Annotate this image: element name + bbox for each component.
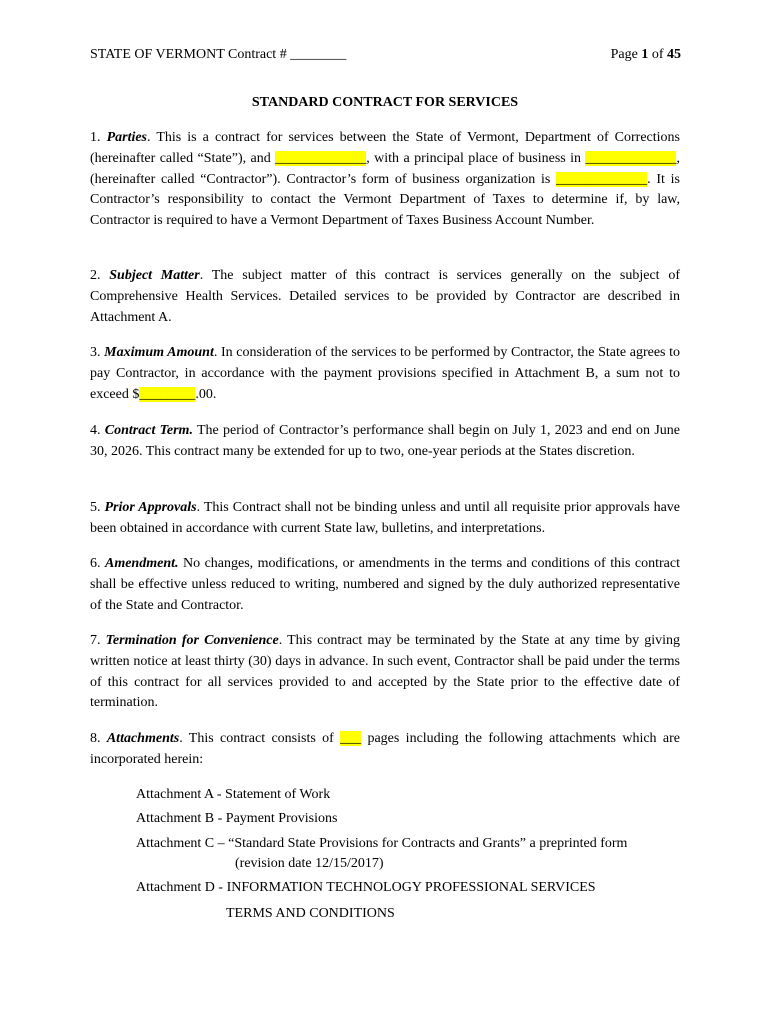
attachment-item: Attachment A - Statement of Work [136,787,331,802]
page-count-field[interactable]: ___ [340,731,362,746]
section-heading: Contract Term. [104,423,193,438]
page-current: 1 [641,47,649,62]
section-termination [90,631,680,714]
section-number: 4. [90,423,105,438]
section-heading: Parties [106,130,148,145]
attachment-item: Attachment D - INFORMATION TECHNOLOGY PROFESSIONAL SERVICES [136,880,596,895]
section-number: 3. [90,345,105,360]
section-text: . The subject matter of this contract is services generally on the subject of Comprehensive Health Services. Detailed services to be provided by Contractor are described in Attachment A. [90,268,680,325]
document-title: STANDARD CONTRACT FOR SERVICES [251,95,519,110]
section-subject-matter [90,266,680,328]
section-prior-approvals [90,498,680,540]
section-text: , (hereinafter called “Contractor”). Contractor’s form of business organization is [90,150,680,187]
attachment-item-continuation: TERMS AND CONDITIONS [226,906,395,921]
section-text: , with a principal place of business in [366,150,586,166]
business-organization-field[interactable]: _____________ [556,171,648,187]
section-text: . This Contract shall not be binding unless and until all requisite prior approvals have been obtained in accordance with current State law, bulletins, and interpretations. [90,500,681,536]
section-text: No changes, modifications, or amendments in the terms and conditions of this contract shall be effective unless reduced to writing, numbered and signed by the duly authorized representative of the State and Contractor. [90,556,680,613]
section-heading: Subject Matter [109,268,200,283]
attachment-item: Attachment C – “Standard State Provisions for Contracts and Grants” a preprinted form [136,836,628,851]
section-attachments [90,729,680,771]
attachment-item-continuation: (revision date 12/15/2017) [235,856,384,871]
section-text: . This contract consists of [179,731,341,746]
section-parties [90,128,680,232]
section-text: pages including the following attachments which are incorporated herein: [90,731,680,767]
section-text: . This contract may be terminated by the State at any time by giving written notice at least thirty (30) days in advance. In such event, Contractor shall be paid under the terms of this contract for all services provided to and accepted by the State prior to the effective date of termination. [90,633,681,711]
section-text: . It is Contractor’s responsibility to contact the Vermont Department of Taxes to determine if, by law, Contractor is required to have a Vermont Department of Taxes Business Account Number. [90,171,680,229]
section-text: .00. [195,386,217,402]
section-number: 8. [90,731,107,746]
section-number: 7. [90,633,106,648]
section-number: 5. [90,500,105,515]
page-mid: of [648,47,667,62]
section-heading: Attachments [106,731,180,746]
section-text: . In consideration of the services to be performed by Contractor, the State agrees to pay Contractor, in accordance with the payment provisions specified in Attachment B, a sum not to exceed $ [90,345,680,402]
contract-number-header: STATE OF VERMONT Contract # ________ [90,47,347,62]
section-maximum-amount [90,343,680,405]
section-text: The period of Contractor’s performance shall begin on July 1, 2023 and end on June 30, 2026. This contract many be extended for up to two, one-year periods at the States discretion. [90,423,681,459]
business-location-field[interactable]: _____________ [585,150,677,166]
page-total: 45 [667,47,681,62]
section-text: . This is a contract for services between the State of Vermont, Department of Corrections (hereinafter called “State”), and [90,130,680,166]
page-prefix: Page [610,47,642,62]
section-heading: Maximum Amount [104,345,214,360]
page-indicator [611,47,681,63]
section-number: 2. [90,268,110,283]
section-number: 6. [90,556,105,571]
section-contract-term [90,421,680,463]
section-heading: Termination for Convenience [105,633,279,648]
section-number: 1. [90,130,107,145]
section-heading: Prior Approvals [104,500,197,515]
section-heading: Amendment. [104,556,179,571]
maximum-amount-field[interactable]: ________ [139,386,196,402]
attachment-item: Attachment B - Payment Provisions [136,811,338,826]
state-party-name-field[interactable]: _____________ [275,150,367,166]
section-amendment [90,554,680,616]
